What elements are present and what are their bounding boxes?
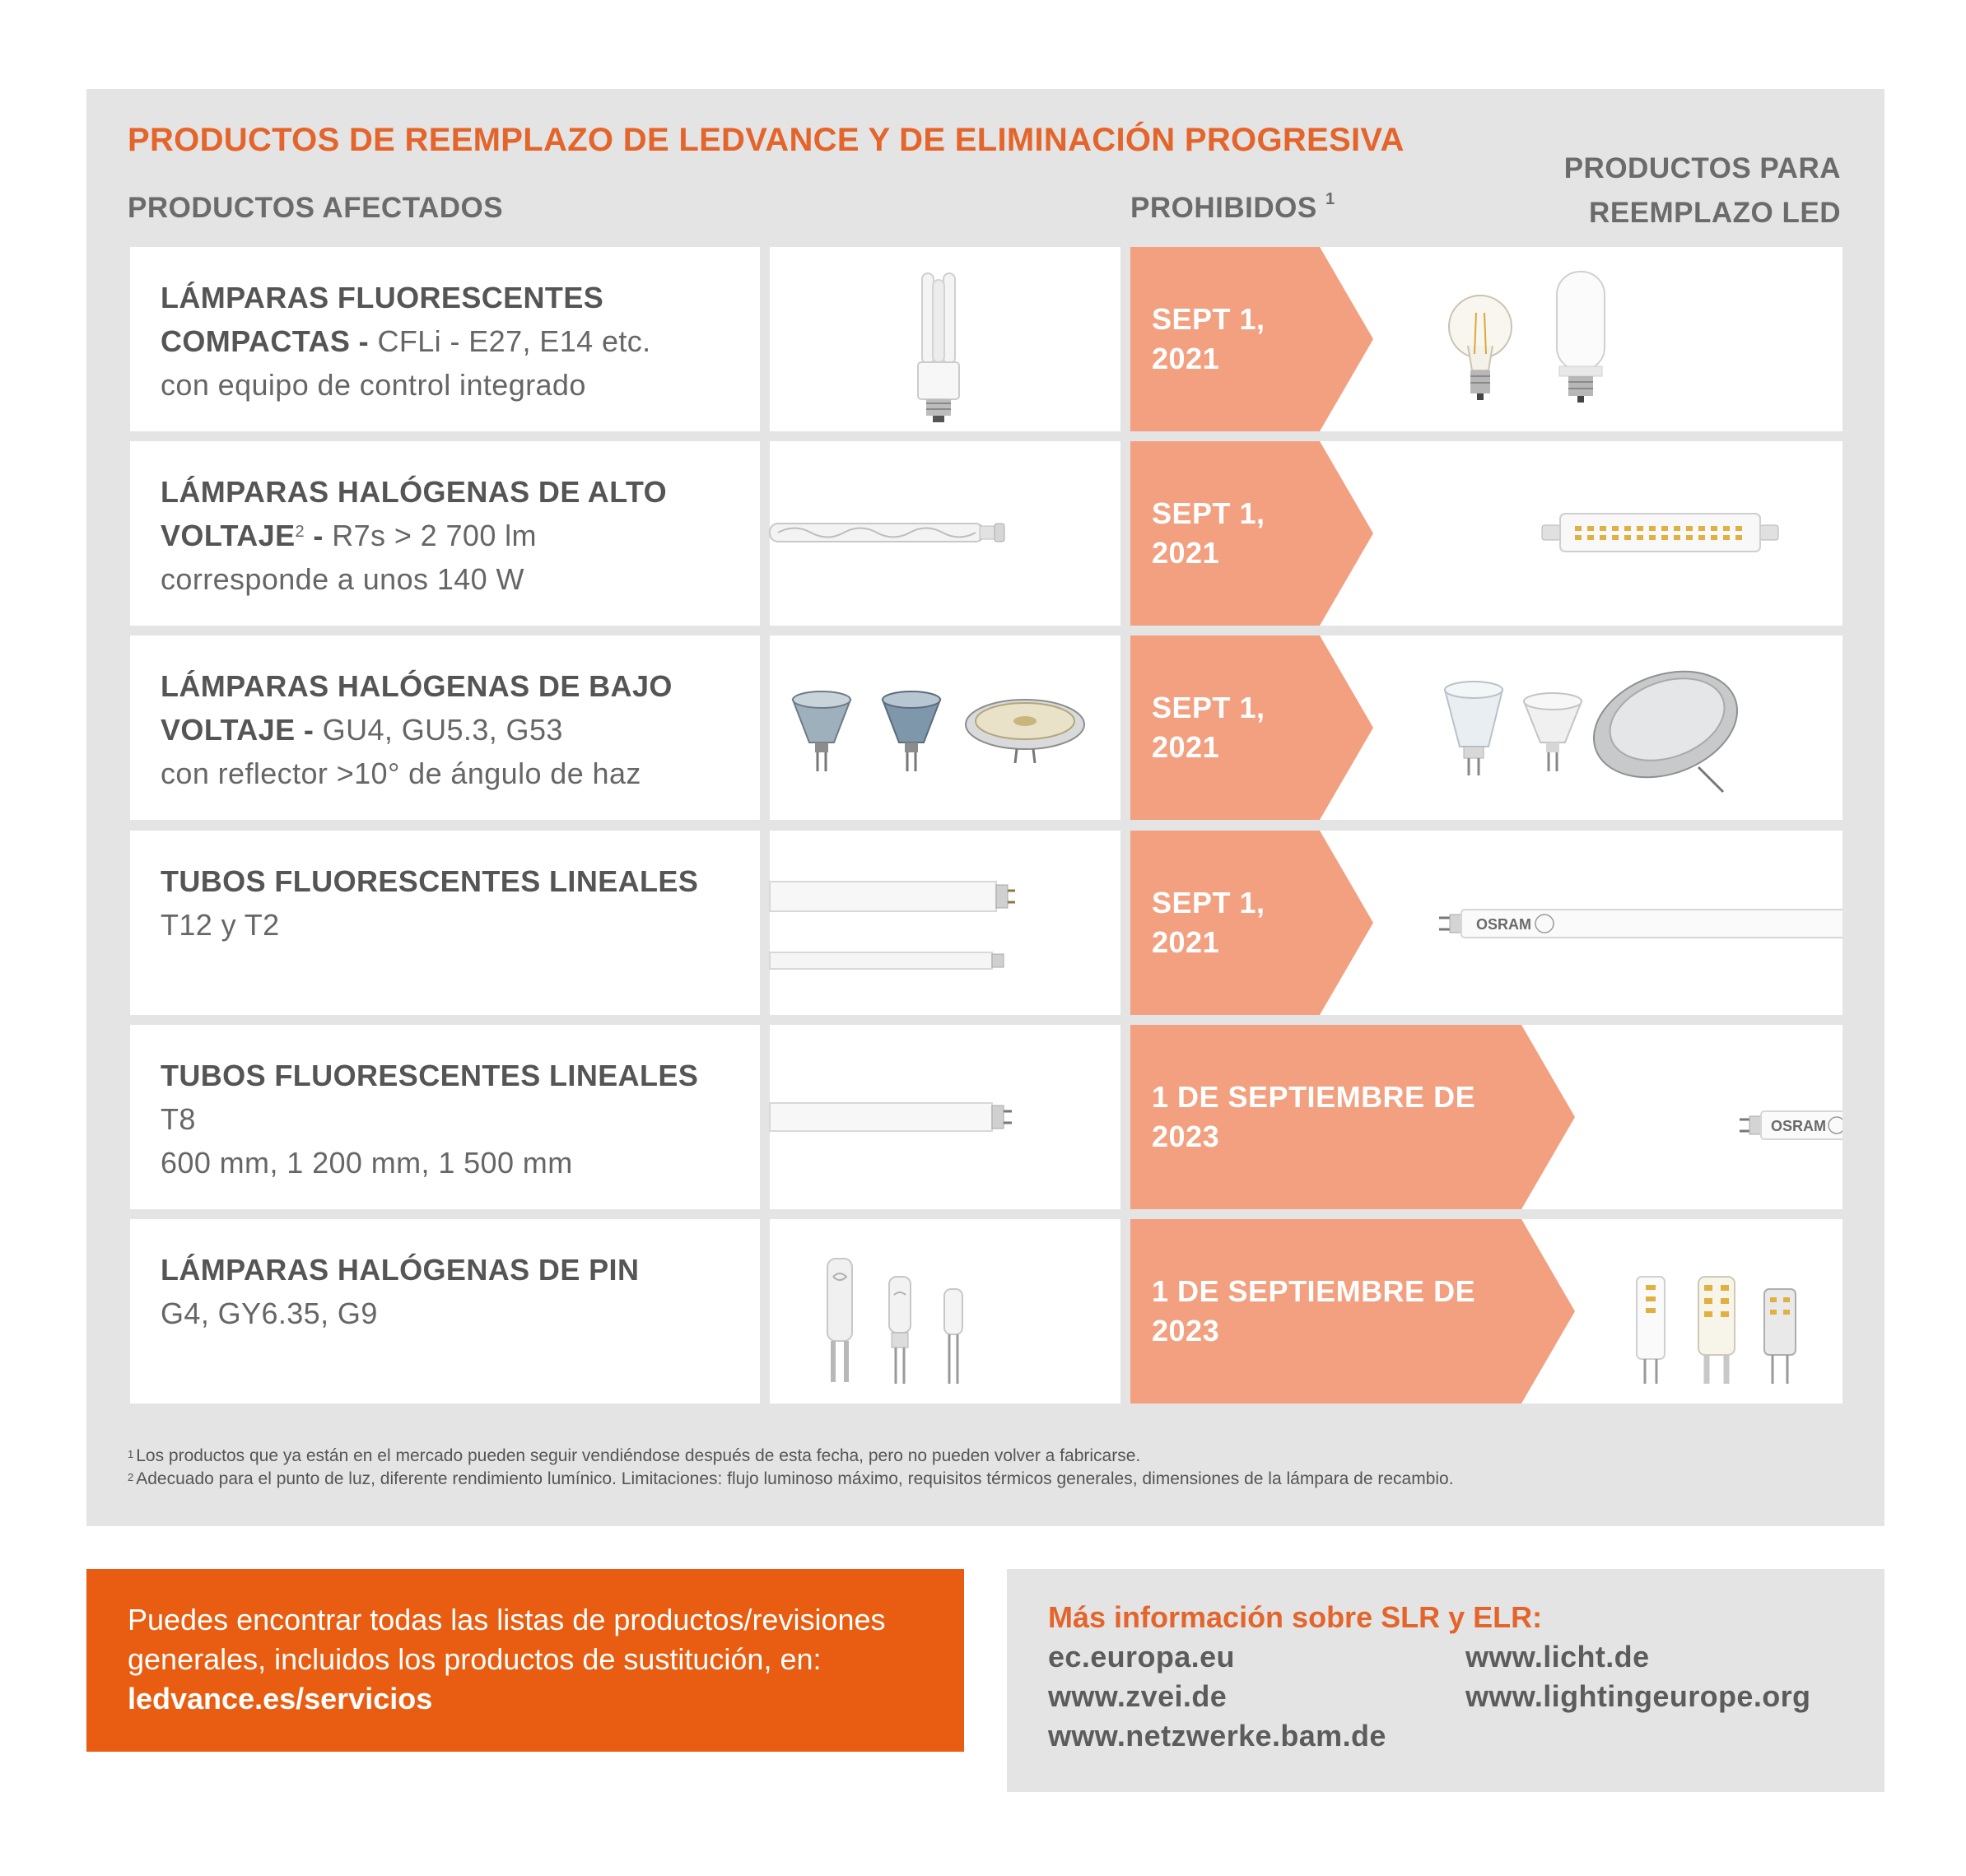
affected-product-image <box>770 831 1120 1015</box>
link-ec-europa[interactable]: ec.europa.eu <box>1048 1640 1235 1674</box>
product-description: TUBOS FLUORESCENTES LINEALES T8 600 mm, 1 200 mm, 1 500 mm <box>130 1025 760 1209</box>
product-description: LÁMPARAS HALÓGENAS DE PIN G4, GY6.35, G9 <box>130 1219 760 1404</box>
info-box <box>86 1569 964 1752</box>
t8-tube-image <box>770 1025 1120 1209</box>
link-licht[interactable]: www.licht.de <box>1465 1640 1650 1674</box>
t12-t2-tube-images <box>770 831 1120 1015</box>
replacement-cell <box>1130 441 1843 626</box>
product-description: LÁMPARAS FLUORESCENTES COMPACTAS - CFLi - E27, E14 etc. con equipo de control integrado <box>130 247 760 431</box>
brand-label: OSRAM <box>1476 916 1531 933</box>
footnote-ref: 2 <box>295 523 305 541</box>
replacement-cell <box>1130 831 1843 1015</box>
led-r7s-image <box>1130 441 1843 626</box>
footnote-ref: 1 <box>1325 190 1335 208</box>
ban-date: SEPT 1, 2021 <box>1152 302 1265 375</box>
link-lightingeurope[interactable]: www.lightingeurope.org <box>1465 1679 1811 1713</box>
replacement-cell <box>1130 1219 1843 1404</box>
table-row <box>130 1219 1843 1404</box>
table-row <box>130 1025 1843 1209</box>
table-row <box>130 441 1843 626</box>
more-info-box <box>1007 1569 1884 1792</box>
led-tube-image <box>1130 831 1843 1015</box>
affected-product-image <box>770 247 1120 431</box>
product-description: LÁMPARAS HALÓGENAS DE ALTO VOLTAJE$^2$ - R7s > 2 700 lm corresponde a unos 140 W <box>130 441 760 626</box>
ledvance-services-link[interactable]: ledvance.es/servicios <box>128 1682 433 1715</box>
cfl-bulb-image <box>770 247 1120 431</box>
table-row <box>130 831 1843 1015</box>
led-spot-images <box>1130 635 1843 820</box>
header-affected-products: PRODUCTOS AFECTADOS <box>128 192 504 224</box>
ban-date: SEPT 1, 2021 <box>1152 496 1265 570</box>
replacement-cell <box>1130 1025 1843 1209</box>
ban-date: 1 DE SEPTIEMBRE DE 2023 <box>1152 1274 1476 1348</box>
affected-product-image <box>770 1219 1120 1404</box>
table-row <box>130 247 1843 431</box>
r7s-halogen-image <box>770 441 1120 626</box>
ban-date: SEPT 1, 2021 <box>1152 691 1265 764</box>
low-voltage-halogen-images <box>770 635 1120 820</box>
affected-product-image <box>770 441 1120 626</box>
info-text-line: Puedes encontrar todas las listas de productos/revisiones <box>128 1603 886 1636</box>
more-info-title: Más información sobre SLR y ELR: <box>1048 1600 1543 1634</box>
table-row <box>130 635 1843 820</box>
footnote-2: $^2$ Adecuado para el punto de luz, diferente rendimiento lumínico. Limitaciones: flujo luminoso máximo, requisitos térmicos generales, dimensiones de la lámpara de recambio. <box>128 1469 1454 1488</box>
header-led-replacement: PRODUCTOS PARA REEMPLAZO LED <box>1563 152 1841 229</box>
affected-product-image <box>770 1025 1120 1209</box>
pin-halogen-images <box>770 1219 1120 1404</box>
page-title: PRODUCTOS DE REEMPLAZO DE LEDVANCE Y DE ELIMINACIÓN PROGRESIVA <box>128 122 1405 158</box>
header-prohibited: PROHIBIDOS $^1$ <box>1130 190 1335 224</box>
footnote-1: $^1$ Los productos que ya están en el mercado pueden seguir vendiéndose después de esta fecha, pero no pueden volver a fabricarse. <box>128 1446 1141 1465</box>
replacement-cell <box>1130 635 1843 820</box>
brand-label: OSRAM <box>1771 1118 1826 1134</box>
link-zvei[interactable]: www.zvei.de <box>1048 1679 1228 1713</box>
replacement-cell <box>1130 247 1843 431</box>
affected-product-image <box>770 635 1120 820</box>
link-netzwerke-bam[interactable]: www.netzwerke.bam.de <box>1048 1719 1386 1753</box>
led-bulb-images <box>1130 247 1843 431</box>
product-description: TUBOS FLUORESCENTES LINEALES T12 y T2 <box>130 831 760 1015</box>
led-pin-images <box>1130 1219 1843 1404</box>
info-text-line: generales, incluidos los productos de sustitución, en: <box>128 1642 822 1676</box>
product-description: LÁMPARAS HALÓGENAS DE BAJO VOLTAJE - GU4, GU5.3, G53 con reflector >10° de ángulo de haz <box>130 635 760 820</box>
led-tube-image <box>1130 1025 1843 1209</box>
footnotes <box>128 1445 1454 1491</box>
ban-date: SEPT 1, 2021 <box>1152 886 1265 959</box>
ban-date: 1 DE SEPTIEMBRE DE 2023 <box>1152 1080 1476 1153</box>
